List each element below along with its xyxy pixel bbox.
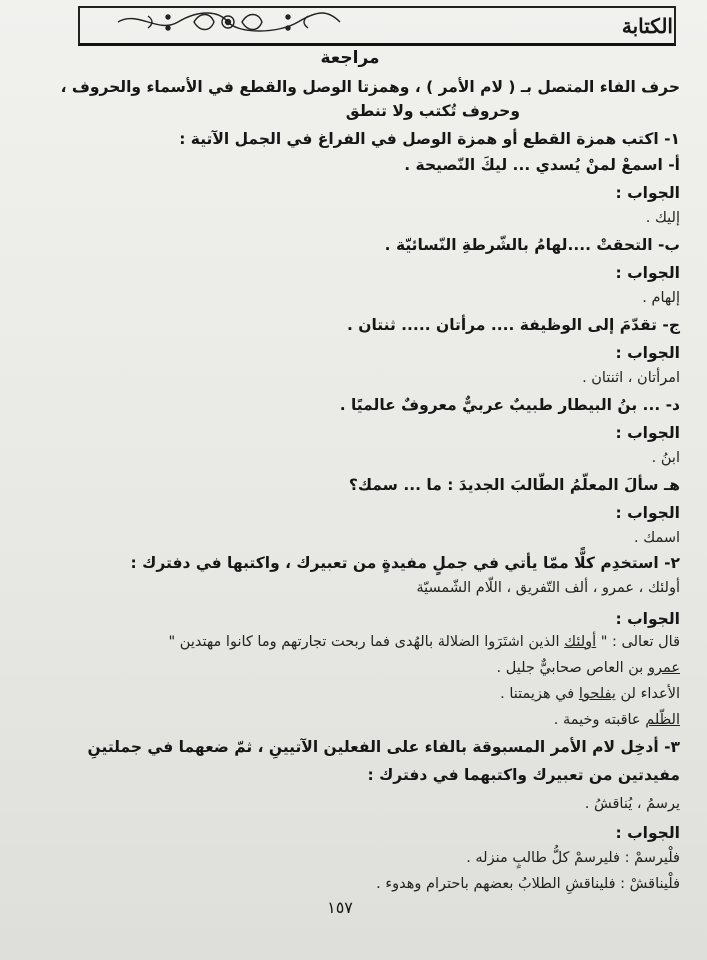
intro-line-2: وحروف تُكتب ولا تنطق — [345, 102, 520, 120]
question-2-words: أولئك ، عمرو ، ألف التّفريق ، اللّام الشّمسيّة — [416, 580, 680, 596]
answer-2-line-1 — [169, 634, 680, 650]
answer-2-line-4 — [554, 712, 680, 728]
question-3-line-1: ٣- أدخِل لام الأمر المسبوقة بالفاء على الفعلين الآتيينِ ، ثمّ ضعهما في جملتينِ — [87, 738, 680, 756]
question-3-words: يرسمُ ، يُناقشُ . — [584, 796, 680, 812]
question-1b: ب- التحقتْ ....لهامُ بالشّرطةِ النّسائيّة . — [384, 236, 680, 254]
answer-2-line-4-word: الظّلم — [645, 712, 680, 728]
answer-label-1b: الجواب : — [615, 264, 680, 282]
answer-1b: إلهام . — [642, 290, 680, 306]
question-1c: ج- تقدّمَ إلى الوظيفة .... مرأتان ..... ثنتان . — [346, 316, 680, 334]
answer-1c: امرأتان ، اثنتان . — [582, 370, 680, 386]
question-2: ٢- استخدِم كلًّا ممّا يأتي في جملٍ مفيدةٍ من تعبيرك ، واكتبها في دفترك : — [130, 554, 680, 572]
answer-2-line-1-pre: قال تعالى : " — [596, 634, 680, 650]
question-1a: أ- اسمعْ لمنْ يُسدي ... ليكَ النّصيحة . — [404, 156, 680, 174]
answer-3-line-1: فلْيرسمْ : فليرسمْ كلُّ طالبٍ منزله . — [466, 850, 680, 866]
question-3-line-2: مفيدتين من تعبيرك واكتبهما في دفترك : — [367, 766, 680, 784]
answer-2-line-4-post: عاقبته وخيمة . — [553, 712, 646, 728]
floral-ornament-icon — [108, 8, 348, 36]
answer-1e: اسمك . — [634, 530, 680, 546]
answer-2-line-2-word: عمرو — [647, 660, 680, 676]
question-1: ١- اكتب همزة القطع أو همزة الوصل في الفراغ في الجمل الآتية : — [179, 130, 680, 148]
answer-1d: ابنُ . — [651, 450, 680, 466]
answer-2-line-3-word: يفلحوا — [578, 686, 616, 702]
answer-2-line-2-post: بن العاص صحابيٌّ جليل . — [496, 660, 648, 676]
answer-2-line-3-pre: الأعداء لن — [615, 686, 680, 702]
answer-2-line-1-post: الذين اشتَرَوا الضلالة بالهُدى فما ربحت تجارتهم وما كانوا مهتدين " — [168, 634, 565, 650]
page-number: ١٥٧ — [327, 898, 353, 917]
question-1e: هـ سألَ المعلّمُ الطّالبَ الجديدَ : ما ... سمك؟ — [348, 476, 680, 494]
answer-label-2: الجواب : — [615, 610, 680, 628]
answer-label-1d: الجواب : — [615, 424, 680, 442]
answer-2-line-3 — [500, 686, 680, 702]
answer-label-1a: الجواب : — [615, 184, 680, 202]
section-title: مراجعة — [320, 48, 380, 68]
intro-line-1: حرف الفاء المتصل بـ ( لام الأمر ) ، وهمزتا الوصل والقطع في الأسماء والحروف ، — [60, 78, 680, 96]
page-title: الكتابة — [621, 14, 673, 38]
answer-label-3: الجواب : — [615, 824, 680, 842]
question-1d: د- ... بنُ البيطار طبيبٌ عربيٌّ معروفٌ عالميًا . — [339, 396, 680, 414]
answer-2-line-1-word: أولئك — [564, 634, 597, 650]
answer-2-line-2 — [497, 660, 681, 676]
answer-1a: إليك . — [645, 210, 680, 226]
answer-3-line-2: فلْيناقشْ : فليناقشِ الطلابُ بعضهم باحترام وهدوء . — [376, 876, 680, 892]
answer-label-1c: الجواب : — [615, 344, 680, 362]
answer-2-line-3-post: في هزيمتنا . — [500, 686, 579, 702]
answer-label-1e: الجواب : — [615, 504, 680, 522]
